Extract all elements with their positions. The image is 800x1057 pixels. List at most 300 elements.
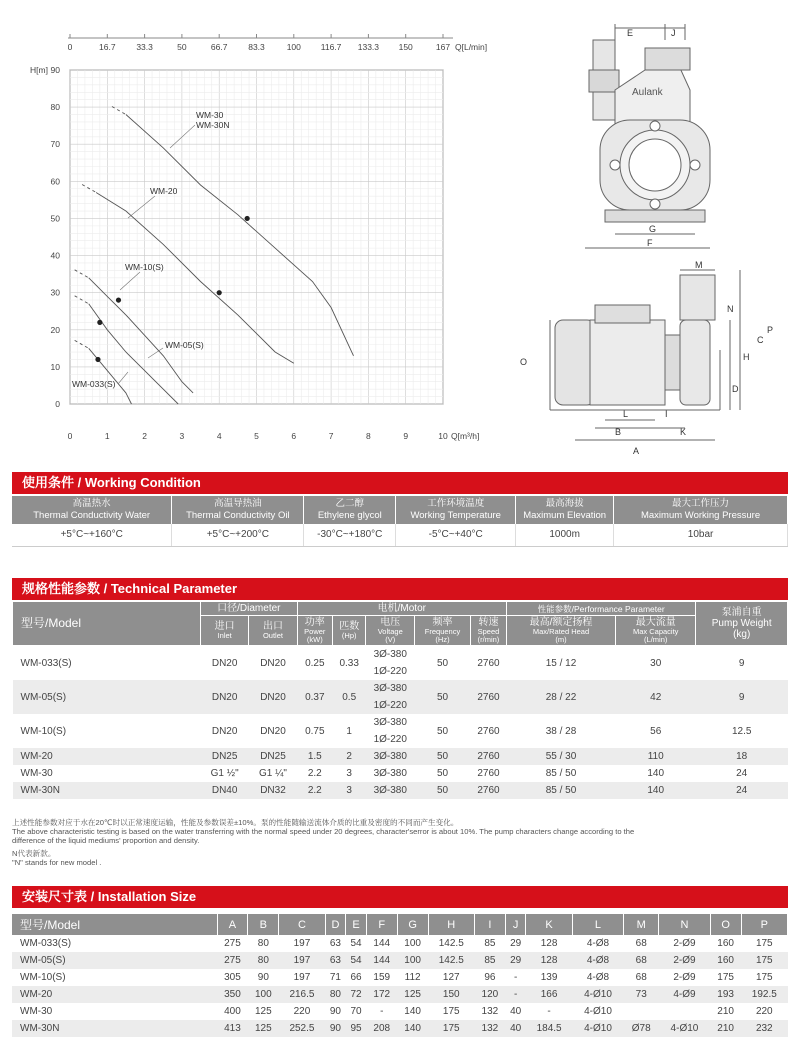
dimension-cell: 125: [248, 1020, 279, 1037]
outlet-cell: DN20: [249, 680, 297, 714]
model-cell: WM-05(S): [12, 952, 217, 969]
dimension-cell: 29: [505, 952, 526, 969]
dimension-cell: 232: [741, 1020, 787, 1037]
table-row: [12, 935, 788, 952]
dimension-cell: 2-Ø9: [673, 938, 696, 949]
wc-value-4: 1000m: [516, 524, 614, 546]
outlet-cell: G1 ¼": [258, 768, 287, 779]
curve-marker: [245, 216, 250, 221]
col-hp: 匹数 (Hp): [332, 616, 365, 646]
curve-marker: [95, 357, 100, 362]
y-axis-tick-label: 30: [50, 287, 60, 298]
curve-wm-30: [126, 115, 354, 356]
model-cell: WM-033(S): [20, 938, 72, 949]
wc-header-0: 高温热水 Thermal Conductivity Water: [12, 496, 172, 524]
dimension-cell: 71: [329, 972, 341, 983]
top-axis-tick-label: 50: [177, 42, 187, 52]
inlet-cell: DN20: [211, 657, 238, 669]
is-header-j: J: [505, 914, 526, 935]
dimension-cell: 275: [224, 938, 241, 949]
col-diameter: 口径/Diameter: [201, 602, 298, 616]
top-axis-tick-label: 33.3: [136, 42, 153, 52]
note-line: N代表新款。: [12, 849, 56, 858]
weight-cell: 9: [738, 657, 745, 669]
capacity-cell: 30: [650, 657, 662, 669]
is-header-i: I: [474, 914, 505, 935]
col-speed: 转速 Speed (r/min): [471, 616, 507, 646]
dimension-cell: 210: [710, 1020, 741, 1037]
voltage-cell: 3Ø-380: [366, 782, 415, 799]
col-frequency: 频率 Frequency (Hz): [415, 616, 471, 646]
dimension-cell: 132: [481, 1006, 499, 1017]
weight-cell: 24: [736, 768, 748, 779]
dimension-cell: 85: [484, 938, 496, 949]
is-header-l: L: [572, 914, 623, 935]
dimension-cell: 100: [248, 986, 279, 1003]
is-header-model: 型号/Model: [12, 914, 217, 935]
dimension-cell: 100: [397, 952, 428, 969]
dimension-cell: -: [547, 1006, 551, 1017]
dimension-cell: 192.5: [741, 986, 787, 1003]
dimension-cell: 128: [540, 938, 558, 949]
speed-cell: 2760: [471, 680, 507, 714]
top-axis-tick-label: 167: [435, 42, 451, 52]
top-axis-label: Q[L/min]: [455, 42, 488, 52]
series-label: WM-05(S): [165, 340, 204, 350]
curve-marker: [217, 290, 222, 295]
dim-label-n: N: [727, 304, 734, 314]
dimension-cell: 54: [346, 952, 367, 969]
dim-label-a: A: [633, 446, 640, 456]
col-voltage: 电压 Voltage (V): [366, 616, 415, 646]
power-cell: 2.2: [307, 768, 322, 779]
is-header-d: D: [325, 914, 346, 935]
frequency-cell: 50: [415, 782, 471, 799]
dim-label-g: G: [649, 224, 657, 234]
x-axis-tick-label: 10: [438, 431, 448, 441]
top-axis-tick-label: 133.3: [357, 42, 380, 52]
x-axis-tick-label: 1: [104, 431, 110, 441]
weight-cell: 9: [696, 680, 788, 714]
dimension-cell: 63: [325, 952, 346, 969]
dimension-cell: [624, 1003, 659, 1020]
dimension-cell: -: [513, 972, 518, 983]
col-outlet: 出口 Outlet: [249, 616, 297, 646]
voltage-cell: 3Ø-380: [373, 768, 407, 779]
dimension-cell: 90: [329, 1006, 341, 1017]
dimension-cell: 125: [397, 986, 428, 1003]
dimension-cell: 197: [293, 938, 311, 949]
dimension-cell: 80: [248, 952, 279, 969]
is-header-p: P: [741, 914, 787, 935]
dim-label-p: P: [767, 325, 774, 335]
is-header-m: M: [624, 914, 659, 935]
top-axis-tick-label: 66.7: [210, 42, 228, 52]
dim-label-m: M: [695, 260, 703, 270]
col-power: 功率 Power (kW): [297, 616, 332, 646]
table-row: [12, 986, 788, 1003]
series-label: WM-30N: [196, 120, 230, 130]
dim-label-c: C: [757, 335, 764, 345]
dim-label-i: I: [665, 409, 668, 419]
dimension-cell: 175: [741, 952, 787, 969]
dimension-cell: -: [505, 986, 526, 1003]
dimension-cell: 150: [428, 986, 474, 1003]
curve-wm-033s: [89, 348, 132, 404]
col-performance: 性能参数/Performance Parameter: [506, 602, 695, 616]
wc-header-2: 乙二醇 Ethylene glycol: [304, 496, 396, 524]
dimension-cell: 4-Ø10: [572, 1020, 623, 1037]
dimension-cell: 175: [428, 1020, 474, 1037]
x-axis-tick-label: 6: [291, 431, 297, 441]
dimension-cell: 197: [293, 972, 311, 983]
head-cell: 85 / 50: [506, 782, 615, 799]
dimension-cell: 160: [717, 938, 734, 949]
weight-cell: 24: [696, 782, 788, 799]
table-row: [12, 1003, 788, 1020]
dim-label-f: F: [647, 238, 653, 248]
top-axis-tick-label: 0: [67, 42, 73, 52]
dimension-cell: 160: [710, 952, 741, 969]
curve-marker: [97, 320, 102, 325]
note-line: The above characteristic testing is based on the water transferring with the normal speed under 20 degrees, character'serror is about 10%. The pump characters change according to the: [12, 827, 635, 836]
head-cell: 55 / 30: [506, 748, 615, 765]
model-cell: WM-05(S): [13, 680, 201, 714]
hp-cell: 2: [332, 748, 365, 765]
y-axis-tick-label: 70: [50, 139, 60, 150]
dim-label-b: B: [615, 427, 622, 437]
dimension-cell: 90: [257, 972, 269, 983]
top-axis-tick-label: 116.7: [320, 42, 342, 52]
dimension-cell: 100: [404, 938, 421, 949]
installation-size-table: [12, 914, 788, 1037]
voltage-cell: 3Ø-380 1Ø-220: [373, 717, 407, 745]
y-axis-tick-label: 50: [50, 213, 60, 224]
x-axis-label: Q[m³/h]: [451, 431, 480, 441]
weight-cell: 18: [696, 748, 788, 765]
capacity-cell: 56: [650, 725, 662, 737]
hp-cell: 1: [346, 725, 352, 737]
frequency-cell: 50: [436, 657, 449, 669]
hp-cell: 0.33: [339, 657, 359, 669]
top-axis-tick-label: 100: [286, 42, 301, 52]
dimension-cell: 128: [526, 952, 572, 969]
is-header-c: C: [279, 914, 325, 935]
model-cell: WM-20: [13, 748, 201, 765]
dim-label-l: L: [623, 409, 629, 419]
dimension-cell: 144: [366, 952, 397, 969]
dimension-cell: 112: [404, 972, 421, 983]
dimension-cell: 184.5: [526, 1020, 572, 1037]
technical-parameter-table: [12, 601, 788, 799]
head-cell: 15 / 12: [545, 657, 577, 669]
dimension-cell: 80: [325, 986, 346, 1003]
table-row: [12, 1020, 788, 1037]
table-row: [13, 714, 788, 748]
drawing-brand-label: Aulank: [632, 87, 663, 98]
dimension-cell: 70: [350, 1006, 362, 1017]
model-cell: WM-30N: [13, 782, 201, 799]
dimension-cell: 4-Ø10: [659, 1020, 710, 1037]
table-row: [13, 748, 788, 765]
dimension-cell: 132: [474, 1020, 505, 1037]
capacity-cell: 140: [647, 768, 665, 779]
is-header-n: N: [659, 914, 710, 935]
inlet-cell: G1 ½": [210, 768, 239, 779]
dimension-cell: 210: [717, 1006, 734, 1017]
technical-parameter-title: 规格性能参数 / Technical Parameter: [12, 578, 788, 600]
dimension-cell: 175: [717, 972, 734, 983]
dim-label-k: K: [680, 427, 687, 437]
curve-dash: [75, 270, 89, 278]
dimension-cell: 72: [346, 986, 367, 1003]
pump-front-view: [585, 24, 710, 248]
dimension-cell: 172: [366, 986, 397, 1003]
x-axis-tick-label: 0: [67, 431, 73, 441]
dimension-cell: 68: [635, 938, 647, 949]
col-motor: 电机/Motor: [297, 602, 506, 616]
dimension-cell: 120: [474, 986, 505, 1003]
speed-cell: 2760: [471, 782, 507, 799]
hp-cell: 3: [346, 768, 352, 779]
dimension-cell: 413: [217, 1020, 248, 1037]
inlet-cell: DN20: [211, 725, 238, 737]
voltage-cell: 3Ø-380 1Ø-220: [373, 649, 407, 677]
outlet-cell: DN20: [260, 725, 286, 737]
dimension-cell: 4-Ø10: [584, 1006, 612, 1017]
frequency-cell: 50: [415, 680, 471, 714]
is-header-f: F: [366, 914, 397, 935]
inlet-cell: DN20: [201, 680, 249, 714]
is-header-b: B: [248, 914, 279, 935]
top-axis-tick-label: 150: [398, 42, 413, 52]
wc-value-1: +5°C~+200°C: [172, 524, 304, 546]
y-axis-tick-label: 90: [50, 65, 60, 75]
dimension-cell: 54: [350, 938, 362, 949]
top-axis-tick-label: 16.7: [99, 42, 116, 52]
dimension-cell: 40: [510, 1006, 522, 1017]
x-axis-tick-label: 7: [328, 431, 334, 441]
dimension-cell: 216.5: [279, 986, 325, 1003]
dimension-cell: 4-Ø9: [659, 986, 710, 1003]
dimension-cell: 95: [346, 1020, 367, 1037]
dimension-cell: 2-Ø9: [659, 952, 710, 969]
frequency-cell: 50: [436, 725, 449, 737]
installation-size-title: 安装尺寸表 / Installation Size: [12, 886, 788, 908]
wc-value-2: -30°C~+180°C: [304, 524, 396, 546]
y-axis-tick-label: 80: [50, 102, 60, 113]
col-model: 型号/Model: [13, 602, 201, 646]
curve-marker: [116, 297, 121, 302]
performance-curve-chart: [0, 0, 488, 460]
dimension-cell: 193: [710, 986, 741, 1003]
is-header-h: H: [428, 914, 474, 935]
table-row: [13, 680, 788, 714]
table-row: [13, 765, 788, 782]
dimension-cell: 4-Ø10: [572, 986, 623, 1003]
wc-header-5: 最大工作压力 Maximum Working Pressure: [614, 496, 788, 524]
col-capacity: 最大流量 Max Capacity (L/min): [616, 616, 696, 646]
dim-label-o: O: [520, 357, 528, 367]
dim-label-d: D: [732, 384, 739, 394]
capacity-cell: 42: [616, 680, 696, 714]
is-header-o: O: [710, 914, 741, 935]
is-header-e: E: [346, 914, 367, 935]
top-axis-tick-label: 83.3: [248, 42, 265, 52]
y-axis-tick-label: 40: [50, 250, 60, 261]
y-axis-tick-label: 20: [50, 324, 60, 335]
note-line: "N" stands for new model .: [12, 858, 102, 867]
capacity-cell: 140: [616, 782, 696, 799]
y-axis-tick-label: 10: [50, 361, 60, 372]
dimension-cell: 66: [350, 972, 362, 983]
speed-cell: 2760: [477, 657, 500, 669]
speed-cell: 2760: [477, 768, 500, 779]
outlet-cell: DN25: [249, 748, 297, 765]
dimension-cell: 29: [510, 938, 522, 949]
wc-value-3: -5°C~+40°C: [396, 524, 516, 546]
pump-side-view: [550, 270, 740, 440]
dimension-cell: 197: [279, 952, 325, 969]
x-axis-tick-label: 4: [216, 431, 222, 441]
dimension-cell: 96: [484, 972, 496, 983]
wc-value-5: 10bar: [614, 524, 788, 546]
dimension-cell: 220: [293, 1006, 311, 1017]
head-cell: 85 / 50: [545, 768, 577, 779]
dim-label-j: J: [671, 28, 676, 38]
col-head: 最高/额定扬程 Max/Rated Head (m): [506, 616, 615, 646]
dimension-cell: 350: [217, 986, 248, 1003]
dimension-cell: 4-Ø8: [572, 952, 623, 969]
dimension-cell: 40: [505, 1020, 526, 1037]
dimension-cell: 142.5: [428, 952, 474, 969]
technical-notes: [12, 818, 788, 867]
y-axis-tick-label: 60: [50, 176, 60, 187]
is-header-a: A: [217, 914, 248, 935]
dimension-cell: 140: [397, 1020, 428, 1037]
voltage-cell: 3Ø-380 1Ø-220: [366, 680, 415, 714]
dimension-cell: 175: [442, 1006, 460, 1017]
x-axis-tick-label: 2: [142, 431, 147, 441]
hp-cell: 0.5: [332, 680, 365, 714]
power-cell: 1.5: [297, 748, 332, 765]
head-cell: 38 / 28: [545, 725, 577, 737]
dimension-cell: 73: [624, 986, 659, 1003]
dimension-cell: 208: [366, 1020, 397, 1037]
dimension-cell: 68: [624, 952, 659, 969]
speed-cell: 2760: [471, 748, 507, 765]
dimension-cell: 252.5: [279, 1020, 325, 1037]
is-header-g: G: [397, 914, 428, 935]
pump-dimension-drawings: [505, 20, 795, 460]
series-label: WM-033(S): [72, 379, 116, 389]
wc-header-4: 最高海拔 Maximum Elevation: [516, 496, 614, 524]
head-cell: 28 / 22: [506, 680, 615, 714]
dimension-cell: 85: [474, 952, 505, 969]
x-axis-tick-label: 8: [366, 431, 371, 441]
dimension-cell: 400: [224, 1006, 241, 1017]
dimension-cell: 175: [755, 938, 773, 949]
table-row: [12, 969, 788, 986]
dimension-cell: 140: [404, 1006, 421, 1017]
col-inlet: 进口 Inlet: [201, 616, 249, 646]
outlet-cell: DN20: [260, 657, 286, 669]
dimension-cell: 275: [217, 952, 248, 969]
dimension-cell: 4-Ø8: [586, 938, 610, 949]
dimension-cell: 139: [540, 972, 558, 983]
series-label: WM-30: [196, 110, 224, 120]
frequency-cell: 50: [415, 748, 471, 765]
label-leader: [118, 372, 128, 384]
dimension-cell: 175: [755, 972, 773, 983]
x-axis-tick-label: 3: [179, 431, 185, 441]
series-label: WM-20: [150, 186, 178, 196]
wc-header-1: 高温导热油 Thermal Conductivity Oil: [172, 496, 304, 524]
table-row: [12, 952, 788, 969]
dimension-cell: 63: [329, 938, 341, 949]
model-cell: WM-033(S): [20, 657, 72, 669]
weight-cell: 12.5: [731, 725, 752, 737]
dimension-cell: 4-Ø8: [586, 972, 610, 983]
power-cell: 0.75: [305, 725, 325, 737]
label-leader: [128, 196, 155, 218]
dimension-cell: 142.5: [438, 938, 464, 949]
dim-label-e: E: [627, 28, 634, 38]
inlet-cell: DN25: [201, 748, 249, 765]
y-axis-label: H[m]: [30, 65, 48, 75]
x-axis-tick-label: 9: [403, 431, 409, 441]
model-cell: WM-30: [20, 768, 53, 779]
x-axis-tick-label: 5: [254, 431, 259, 441]
model-cell: WM-10(S): [20, 972, 66, 983]
voltage-cell: 3Ø-380: [366, 748, 415, 765]
curve-dash: [112, 107, 126, 115]
wc-value-0: +5°C~+160°C: [12, 524, 172, 546]
series-label: WM-10(S): [125, 262, 164, 272]
working-condition-title: 使用条件 / Working Condition: [12, 472, 788, 494]
dimension-cell: 80: [257, 938, 269, 949]
dimension-cell: 125: [254, 1006, 272, 1017]
y-axis-tick-label: 0: [55, 399, 60, 409]
dimension-cell: 159: [373, 972, 391, 983]
note-line: difference of the liquid mediums' proportion and density.: [12, 836, 200, 845]
dimension-cell: 220: [755, 1006, 773, 1017]
capacity-cell: 110: [616, 748, 696, 765]
wc-header-3: 工作环境温度 Working Temperature: [396, 496, 516, 524]
hp-cell: 3: [332, 782, 365, 799]
inlet-cell: DN40: [201, 782, 249, 799]
note-line: 上述性能参数对应于水在20℃时以正常速度运输，性能及参数误差±10%。泵的性能随输送流体介质的比重及密度的不同而产生变化。: [12, 818, 459, 827]
dimension-cell: 127: [442, 972, 460, 983]
dimension-cell: 90: [325, 1020, 346, 1037]
dimension-cell: [659, 1003, 710, 1020]
dimension-cell: 2-Ø9: [673, 972, 696, 983]
model-cell: WM-10(S): [20, 725, 67, 737]
model-cell: WM-20: [12, 986, 217, 1003]
frequency-cell: 50: [436, 768, 449, 779]
power-cell: 0.37: [297, 680, 332, 714]
power-cell: 2.2: [297, 782, 332, 799]
table-row: [13, 646, 788, 681]
curve-wm-10s: [89, 278, 193, 393]
outlet-cell: DN32: [249, 782, 297, 799]
dimension-cell: Ø78: [624, 1020, 659, 1037]
model-cell: WM-30N: [12, 1020, 217, 1037]
is-header-k: K: [526, 914, 572, 935]
power-cell: 0.25: [305, 657, 325, 669]
working-condition-table: [12, 496, 788, 547]
speed-cell: 2760: [477, 725, 500, 737]
